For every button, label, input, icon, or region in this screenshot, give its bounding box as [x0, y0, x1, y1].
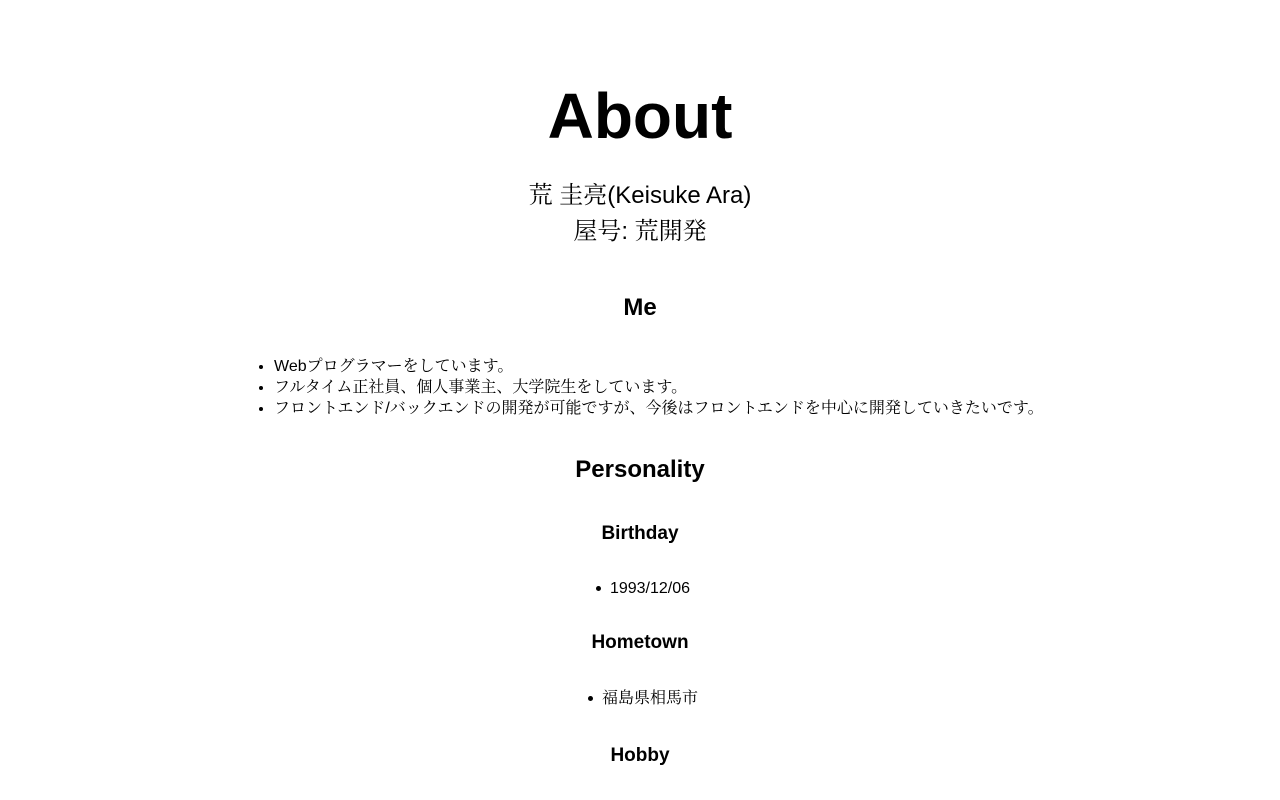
profile-name-block [0, 178, 1280, 250]
list-item: • フルタイム正社員、個人事業主、大学院生をしています。 [274, 377, 1044, 398]
me-list [234, 356, 1044, 419]
trade-name: 屋号: 荒開発 [573, 218, 707, 245]
list-item: • フロントエンド/バックエンドの開発が可能ですが、今後はフロントエンドを中心に開発していきたいです。 [274, 398, 1044, 419]
profile-name: 荒 圭亮(Keisuke Ara) [528, 182, 752, 209]
hobby-heading: Hobby [610, 745, 670, 766]
page-title: About [547, 80, 733, 152]
list-item: • Webプログラマーをしています。 [274, 356, 1044, 377]
hometown-heading: Hometown [591, 632, 689, 653]
personality-heading: Personality [575, 456, 705, 483]
hometown-list [0, 688, 1280, 709]
birthday-heading: Birthday [601, 523, 679, 544]
list-item: 1993/12/06 [590, 578, 690, 599]
list-item: 福島県相馬市 [582, 688, 698, 709]
me-heading: Me [623, 294, 657, 321]
birthday-list [0, 578, 1280, 599]
